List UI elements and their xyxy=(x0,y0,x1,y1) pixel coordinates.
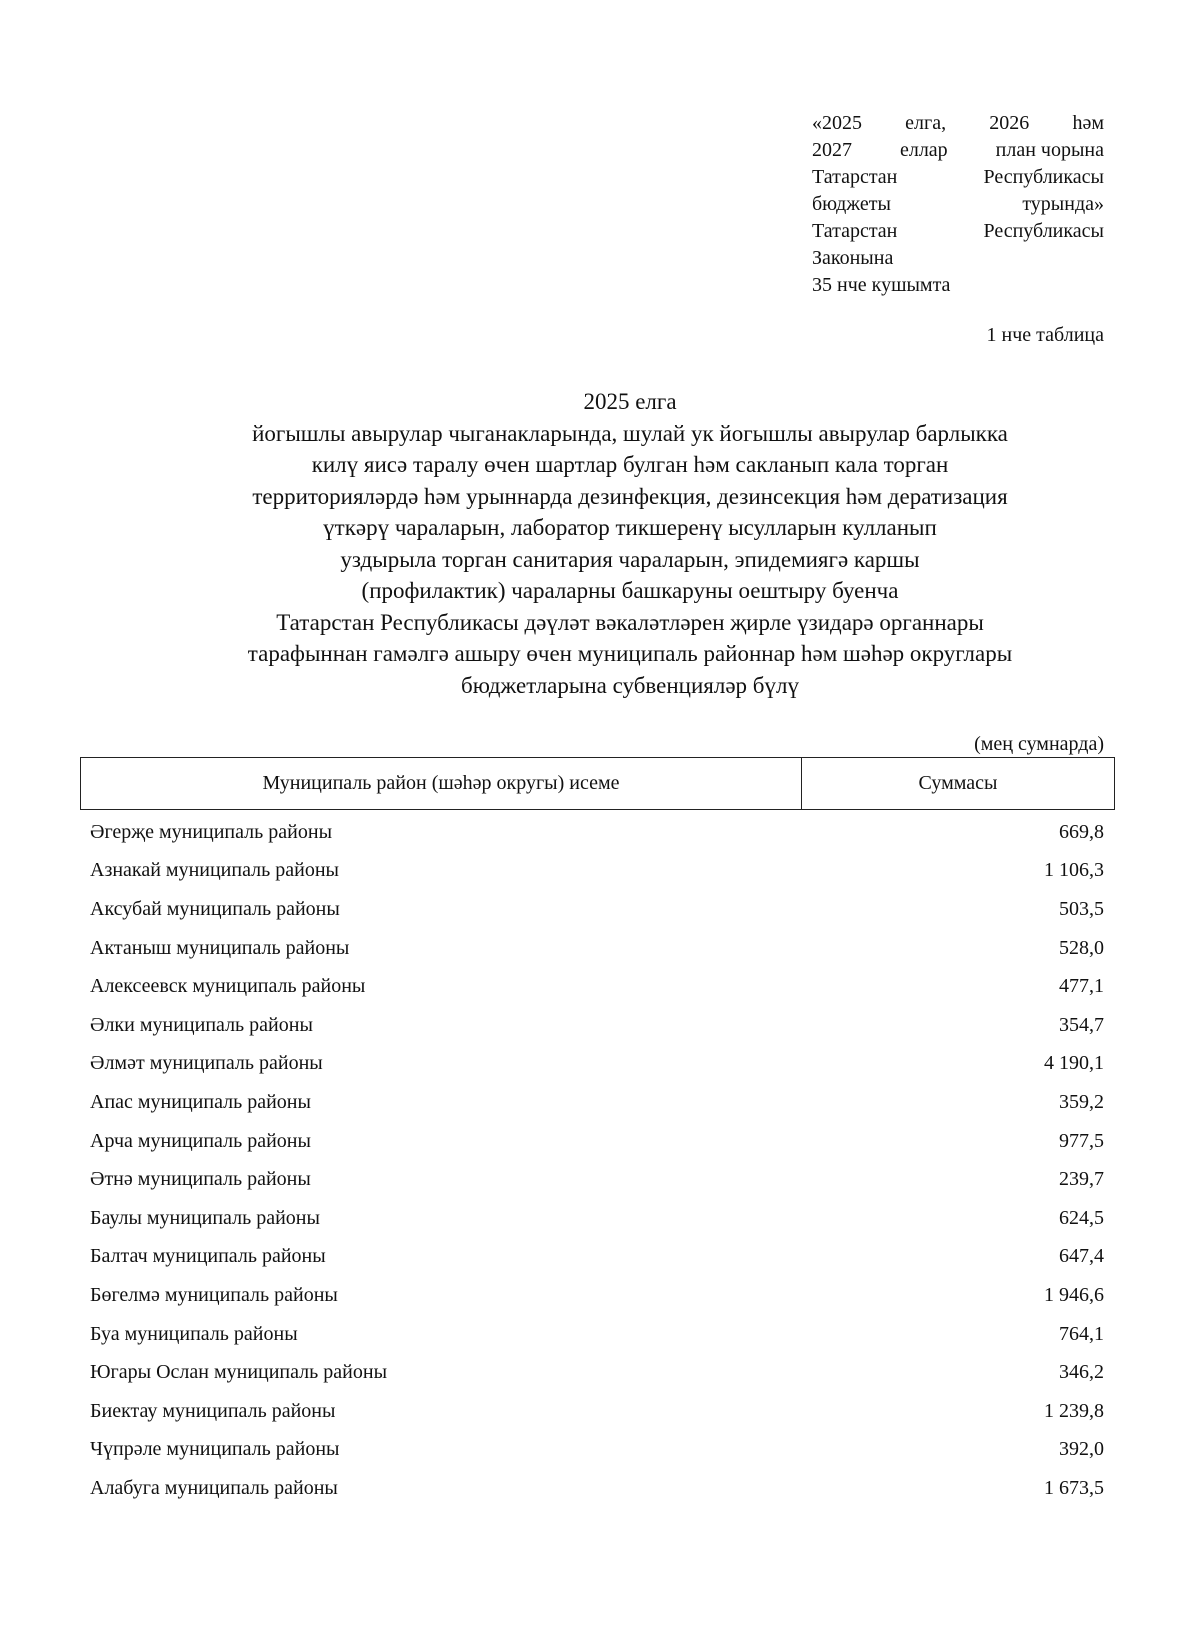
district-name: Әтнә муниципаль районы xyxy=(90,1168,311,1191)
table-row xyxy=(90,1353,1104,1392)
table-row xyxy=(90,1083,1104,1122)
appendix-header-line-7 xyxy=(812,272,1104,299)
appendix-header-line-4 xyxy=(812,191,1104,218)
district-name: Азнакай муниципаль районы xyxy=(90,859,339,882)
title-line: йогышлы авырулар чыганакларында, шулай ук йогышлы авырулар барлыкка xyxy=(252,420,1008,446)
header-word: Республикасы xyxy=(983,166,1104,188)
district-sum: 503,5 xyxy=(1059,897,1104,920)
header-word: Законына xyxy=(812,247,894,269)
district-sum: 528,0 xyxy=(1059,936,1104,959)
district-sum: 624,5 xyxy=(1059,1206,1104,1229)
district-name: Әгерҗе муниципаль районы xyxy=(90,820,333,843)
table-row xyxy=(90,1392,1104,1431)
district-name: Бөгелмә муниципаль районы xyxy=(90,1283,338,1306)
district-name: Апас муниципаль районы xyxy=(90,1090,311,1113)
title-line: бюджетларына субвенцияләр бүлү xyxy=(461,672,799,698)
district-sum: 977,5 xyxy=(1059,1129,1104,1152)
district-sum: 239,7 xyxy=(1059,1168,1104,1191)
table-row xyxy=(90,1315,1104,1354)
district-name: Биектау муниципаль районы xyxy=(90,1399,336,1422)
header-word: план чорына xyxy=(995,139,1104,161)
header-word: Татарстан xyxy=(812,220,898,242)
column-header-name: Муниципаль район (шәһәр округы) исеме xyxy=(81,758,802,809)
district-sum: 392,0 xyxy=(1059,1438,1104,1461)
district-sum: 1 673,5 xyxy=(1044,1476,1104,1499)
district-sum: 1 946,6 xyxy=(1044,1283,1104,1306)
table-row xyxy=(90,929,1104,968)
district-name: Югары Ослан муниципаль районы xyxy=(90,1361,388,1384)
table-row xyxy=(90,1006,1104,1045)
header-word: Республикасы xyxy=(983,220,1104,242)
table-header xyxy=(80,757,1115,810)
table-row xyxy=(90,813,1104,852)
district-name: Чүпрәле муниципаль районы xyxy=(90,1438,340,1461)
header-word: бюджеты xyxy=(812,193,891,215)
district-sum: 346,2 xyxy=(1059,1361,1104,1384)
appendix-header xyxy=(812,110,1104,299)
appendix-header-line-2 xyxy=(812,137,1104,164)
district-sum: 354,7 xyxy=(1059,1013,1104,1036)
table-row xyxy=(90,1276,1104,1315)
table-row xyxy=(90,1199,1104,1238)
title-line: Татарстан Республикасы дәүләт вәкаләтләрен җирле үзидарә органнары xyxy=(276,609,984,635)
district-name: Әлки муниципаль районы xyxy=(90,1013,313,1036)
district-sum: 764,1 xyxy=(1059,1322,1104,1345)
table-row xyxy=(90,852,1104,891)
district-name: Буа муниципаль районы xyxy=(90,1322,298,1345)
table-row xyxy=(90,1238,1104,1277)
header-word: турында» xyxy=(1022,193,1104,215)
district-sum: 1 106,3 xyxy=(1044,859,1104,882)
district-name: Аксубай муниципаль районы xyxy=(90,897,340,920)
district-sum: 477,1 xyxy=(1059,975,1104,998)
header-word: 2027 xyxy=(812,139,852,161)
appendix-header-line-6 xyxy=(812,245,1104,272)
header-word: еллар xyxy=(899,139,948,161)
table-row xyxy=(90,1045,1104,1084)
district-name: Алабуга муниципаль районы xyxy=(90,1476,338,1499)
title-line: 2025 елга xyxy=(583,389,677,414)
column-header-sum: Суммасы xyxy=(918,772,998,794)
header-word: елга, xyxy=(905,112,947,134)
district-sum: 359,2 xyxy=(1059,1090,1104,1113)
title-line: (профилактик) чараларны башкаруны оештыру буенча xyxy=(361,578,899,603)
district-sum: 669,8 xyxy=(1059,820,1104,843)
table-body xyxy=(90,813,1104,1508)
appendix-header-line-3 xyxy=(812,164,1104,191)
table-row xyxy=(90,890,1104,929)
header-word: Татарстан xyxy=(812,166,898,188)
units-note: (мең сумнарда) xyxy=(974,733,1104,755)
header-word: 2026 xyxy=(989,112,1030,134)
title-line: үткәрү чараларын, лаборатор тикшеренү ысулларын кулланып xyxy=(323,515,937,540)
table-row xyxy=(90,1160,1104,1199)
table-row xyxy=(90,1122,1104,1161)
title-line: тарафыннан гамәлгә ашыру өчен муниципаль районнар һәм шәһәр округлары xyxy=(247,641,1013,666)
header-word: һәм xyxy=(1072,112,1104,134)
appendix-header-line-1 xyxy=(812,110,1104,137)
table-row xyxy=(90,967,1104,1006)
district-sum: 647,4 xyxy=(1059,1245,1104,1268)
title-line: уздырыла торган санитария чараларын, эпидемиягә каршы xyxy=(340,546,920,572)
district-name: Алексеевск муниципаль районы xyxy=(90,975,366,998)
header-word: «2025 xyxy=(812,112,862,134)
table-row xyxy=(90,1431,1104,1470)
district-sum: 4 190,1 xyxy=(1044,1052,1104,1075)
appendix-header-line-5 xyxy=(812,218,1104,245)
district-sum: 1 239,8 xyxy=(1044,1399,1104,1422)
title-line: килү яисә таралу өчен шартлар булган һәм сакланып кала торган xyxy=(311,452,949,477)
district-name: Арча муниципаль районы xyxy=(90,1129,311,1152)
district-name: Баулы муниципаль районы xyxy=(90,1206,320,1229)
document-title xyxy=(100,386,1160,701)
district-name: Әлмәт муниципаль районы xyxy=(90,1052,323,1075)
table-row xyxy=(90,1469,1104,1508)
header-word: 35 нче кушымта xyxy=(812,274,951,296)
district-name: Балтач муниципаль районы xyxy=(90,1245,326,1268)
district-name: Актаныш муниципаль районы xyxy=(90,936,350,959)
title-line: территорияләрдә һәм урыннарда дезинфекция, дезинсекция һәм дератизация xyxy=(252,483,1008,509)
table-number: 1 нче таблица xyxy=(986,324,1104,346)
